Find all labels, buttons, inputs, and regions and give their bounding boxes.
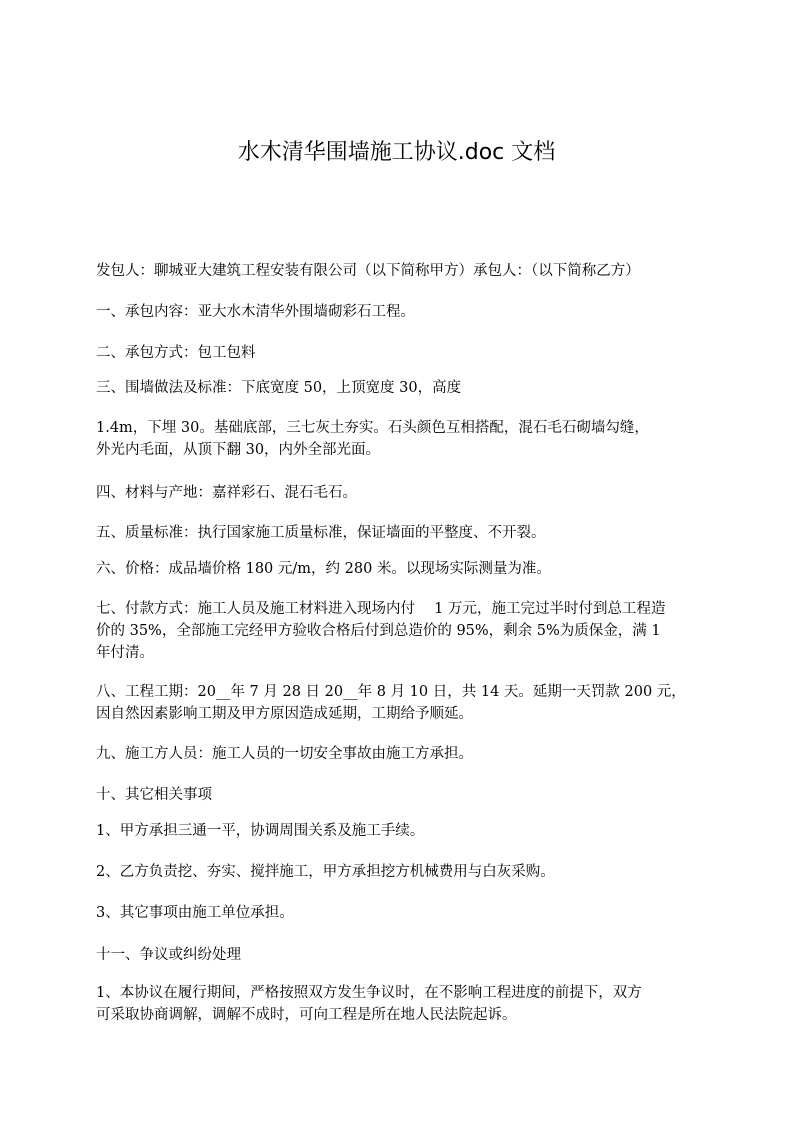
paragraph-other-1 [96, 820, 706, 842]
paragraph-parties [96, 260, 706, 282]
paragraph-line: 八、工程工期：20__年 7 月 28 日 20__年 8 月 10 日，共 14 天。延期一天罚款 200 元， [96, 684, 686, 700]
paragraph-dispute-heading [96, 944, 706, 966]
paragraph-line: 可采取协商调解，调解不成时，可向工程是所在地人民法院起诉。 [96, 1007, 517, 1023]
paragraph-line: 发包人：聊城亚大建筑工程安装有限公司（以下简称甲方）承包人：（以下简称乙方） [96, 263, 640, 279]
paragraph-line: 3、其它事项由施工单位承担。 [96, 905, 294, 921]
paragraph-other-3 [96, 902, 706, 924]
paragraph-line: 二、承包方式：包工包料 [96, 345, 256, 361]
paragraph-line: 五、质量标准：执行国家施工质量标准，保证墙面的平整度、不开裂。 [96, 525, 546, 541]
document-title: 水木清华围墙施工协议.doc 文档 [237, 140, 556, 165]
paragraph-line: 十、其它相关事项 [96, 787, 212, 803]
paragraph-quality [96, 522, 706, 544]
paragraph-schedule [96, 681, 706, 725]
paragraph-line: 三、围墙做法及标准：下底宽度 50，上顶宽度 30，高度 [96, 380, 462, 396]
paragraph-line: 一、承包内容：亚大水木清华外围墙砌彩石工程。 [96, 304, 415, 320]
paragraph-standard [96, 377, 706, 399]
paragraph-line: 因自然因素影响工期及甲方原因造成延期，工期给予顺延。 [96, 706, 473, 722]
paragraph-line: 1、甲方承担三通一平，协调周围关系及施工手续。 [96, 823, 425, 839]
paragraph-materials [96, 482, 706, 504]
paragraph-line: 年付清。 [96, 645, 154, 661]
paragraph-line: 外光内毛面，从顶下翻 30，内外全部光面。 [96, 442, 381, 458]
paragraph-payment [96, 598, 706, 664]
paragraph-line: 四、材料与产地：嘉祥彩石、混石毛石。 [96, 485, 357, 501]
paragraph-standard-detail [96, 417, 706, 461]
paragraph-line: 十一、争议或纠纷处理 [96, 947, 241, 963]
paragraph-other-heading [96, 784, 706, 806]
paragraph-price [96, 558, 706, 580]
paragraph-other-2 [96, 861, 706, 883]
paragraph-line: 七、付款方式：施工人员及施工材料进入现场内付 1 万元，施工完过半时付到总工程造 [96, 601, 666, 617]
paragraph-line: 1、本协议在履行期间，严格按照双方发生争议时，在不影响工程进度的前提下，双方 [96, 985, 642, 1001]
paragraph-line: 1.4m，下埋 30。基础底部，三七灰土夯实。石头颜色互相搭配，混石毛石砌墙勾缝， [96, 420, 649, 436]
paragraph-scope [96, 301, 706, 323]
paragraph-personnel [96, 743, 706, 765]
paragraph-line: 价的 35%，全部施工完经甲方验收合格后付到总造价的 95%，剩余 5%为质保金，满 1 [96, 623, 661, 639]
paragraph-dispute-1 [96, 982, 706, 1026]
paragraph-line: 六、价格：成品墙价格 180 元/m，约 280 米。以现场实际测量为准。 [96, 561, 551, 577]
paragraph-line: 九、施工方人员：施工人员的一切安全事故由施工方承担。 [96, 746, 473, 762]
paragraph-line: 2、乙方负责挖、夯实、搅拌施工，甲方承担挖方机械费用与白灰采购。 [96, 864, 555, 880]
paragraph-method [96, 342, 706, 364]
